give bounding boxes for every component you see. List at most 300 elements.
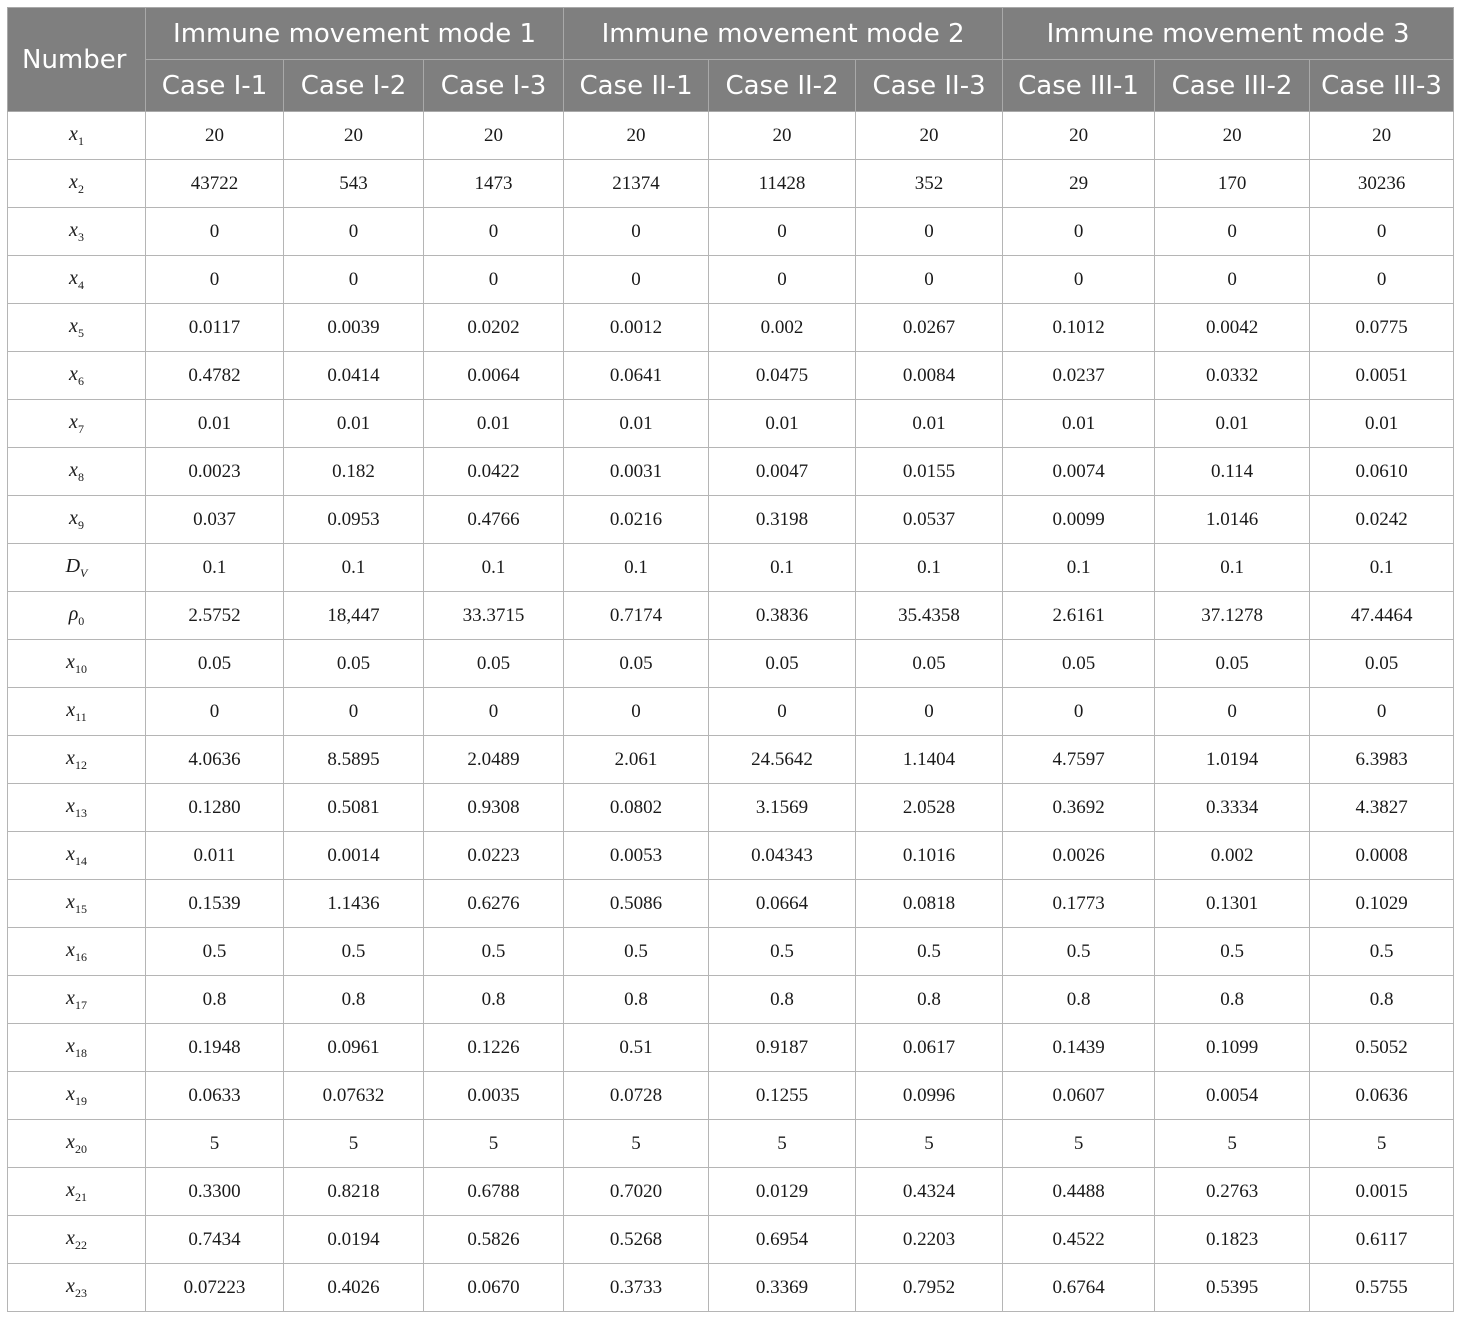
table-row	[8, 304, 1454, 352]
table-row	[8, 448, 1454, 496]
parameter-label	[8, 688, 146, 736]
parameter-label	[8, 448, 146, 496]
table-cell: 0	[709, 208, 856, 256]
table-cell: 0.1823	[1155, 1216, 1310, 1264]
table-cell: 0	[564, 256, 709, 304]
parameter-label	[8, 1168, 146, 1216]
table-cell: 0	[1155, 688, 1310, 736]
table-cell: 0.1226	[424, 1024, 564, 1072]
parameter-subscript: 4	[77, 277, 84, 292]
table-cell: 0.0636	[1310, 1072, 1454, 1120]
table-cell: 21374	[564, 160, 709, 208]
table-cell: 0.05	[856, 640, 1003, 688]
table-cell: 5	[564, 1120, 709, 1168]
case-column-header: Case II-2	[709, 60, 856, 112]
parameter-subscript: 12	[74, 757, 87, 772]
table-cell: 0.0267	[856, 304, 1003, 352]
table-cell: 2.6161	[1003, 592, 1155, 640]
table-cell: 0.1773	[1003, 880, 1155, 928]
table-cell: 47.4464	[1310, 592, 1454, 640]
table-cell: 0.1	[424, 544, 564, 592]
table-cell: 4.0636	[146, 736, 284, 784]
table-cell: 0.1	[709, 544, 856, 592]
table-cell: 0.1439	[1003, 1024, 1155, 1072]
table-cell: 5	[1003, 1120, 1155, 1168]
table-cell: 4.7597	[1003, 736, 1155, 784]
table-cell: 0.5	[564, 928, 709, 976]
table-cell: 0.0051	[1310, 352, 1454, 400]
parameter-subscript: 5	[77, 325, 84, 340]
parameter-symbol: x	[69, 218, 78, 241]
parameter-subscript: 7	[77, 421, 84, 436]
table-cell: 20	[564, 112, 709, 160]
parameter-symbol: x	[66, 1034, 75, 1057]
table-cell: 0	[709, 688, 856, 736]
table-cell: 0.01	[1003, 400, 1155, 448]
parameter-table	[7, 7, 1454, 1312]
parameter-symbol: D	[65, 554, 81, 577]
number-column-header: Number	[8, 8, 146, 112]
table-cell: 0.7020	[564, 1168, 709, 1216]
table-cell: 0.1255	[709, 1072, 856, 1120]
table-cell: 0.1099	[1155, 1024, 1310, 1072]
parameter-symbol: x	[66, 1082, 75, 1105]
table-cell: 543	[284, 160, 424, 208]
parameter-label	[8, 160, 146, 208]
table-cell: 0.7434	[146, 1216, 284, 1264]
parameter-symbol: x	[69, 506, 78, 529]
parameter-label	[8, 1216, 146, 1264]
table-cell: 0.1948	[146, 1024, 284, 1072]
table-cell: 0.05	[709, 640, 856, 688]
table-cell: 0.0422	[424, 448, 564, 496]
table-row	[8, 256, 1454, 304]
table-cell: 0.04343	[709, 832, 856, 880]
table-cell: 0	[856, 208, 1003, 256]
table-cell: 0.5086	[564, 880, 709, 928]
table-cell: 0.8	[1155, 976, 1310, 1024]
table-cell: 18,447	[284, 592, 424, 640]
parameter-subscript: 1	[77, 133, 84, 148]
case-column-header: Case II-1	[564, 60, 709, 112]
parameter-subscript: 21	[74, 1189, 87, 1204]
table-cell: 5	[1155, 1120, 1310, 1168]
parameter-subscript: 14	[74, 853, 87, 868]
mode-group-header: Immune movement mode 3	[1003, 8, 1454, 60]
table-row	[8, 1072, 1454, 1120]
table-cell: 0	[564, 208, 709, 256]
table-cell: 0.037	[146, 496, 284, 544]
table-cell: 35.4358	[856, 592, 1003, 640]
table-cell: 0	[856, 688, 1003, 736]
table-cell: 0.01	[146, 400, 284, 448]
table-cell: 8.5895	[284, 736, 424, 784]
parameter-label	[8, 544, 146, 592]
table-cell: 0.5052	[1310, 1024, 1454, 1072]
parameter-symbol: x	[69, 122, 78, 145]
table-cell: 0.5	[709, 928, 856, 976]
parameter-label	[8, 352, 146, 400]
table-cell: 0.1	[146, 544, 284, 592]
table-cell: 0.0414	[284, 352, 424, 400]
table-cell: 0.0202	[424, 304, 564, 352]
table-cell: 0.0237	[1003, 352, 1155, 400]
table-cell: 29	[1003, 160, 1155, 208]
parameter-symbol: x	[66, 938, 75, 961]
table-cell: 0.05	[146, 640, 284, 688]
parameter-label	[8, 784, 146, 832]
table-cell: 0.182	[284, 448, 424, 496]
table-cell: 20	[146, 112, 284, 160]
table-cell: 1.1436	[284, 880, 424, 928]
table-cell: 5	[424, 1120, 564, 1168]
table-cell: 0.0053	[564, 832, 709, 880]
parameter-symbol: ρ	[68, 602, 79, 625]
table-row	[8, 1216, 1454, 1264]
case-column-header: Case III-1	[1003, 60, 1155, 112]
table-cell: 0.1	[1003, 544, 1155, 592]
table-cell: 0.5	[424, 928, 564, 976]
table-cell: 20	[1155, 112, 1310, 160]
table-cell: 5	[284, 1120, 424, 1168]
table-cell: 352	[856, 160, 1003, 208]
table-cell: 0.8	[564, 976, 709, 1024]
parameter-label	[8, 832, 146, 880]
parameter-symbol: x	[69, 458, 78, 481]
table-cell: 1473	[424, 160, 564, 208]
table-row	[8, 976, 1454, 1024]
table-cell: 0	[1310, 256, 1454, 304]
table-cell: 2.5752	[146, 592, 284, 640]
table-row	[8, 1024, 1454, 1072]
parameter-label	[8, 304, 146, 352]
table-cell: 170	[1155, 160, 1310, 208]
header-case-row	[8, 60, 1454, 112]
table-cell: 0.1539	[146, 880, 284, 928]
table-cell: 0.0953	[284, 496, 424, 544]
table-cell: 0.05	[1310, 640, 1454, 688]
table-row	[8, 928, 1454, 976]
table-row	[8, 352, 1454, 400]
table-cell: 0.8	[146, 976, 284, 1024]
parameter-label	[8, 1120, 146, 1168]
table-cell: 0.0664	[709, 880, 856, 928]
table-cell: 0.1	[856, 544, 1003, 592]
table-cell: 0.2763	[1155, 1168, 1310, 1216]
table-cell: 0.01	[1155, 400, 1310, 448]
parameter-subscript: 19	[74, 1093, 87, 1108]
table-cell: 0.0802	[564, 784, 709, 832]
parameter-symbol: x	[66, 1226, 75, 1249]
parameter-subscript: 13	[74, 805, 87, 820]
table-cell: 0	[284, 256, 424, 304]
parameter-subscript: 8	[77, 469, 84, 484]
table-cell: 0.05	[564, 640, 709, 688]
table-cell: 0	[424, 688, 564, 736]
parameter-subscript: 2	[77, 181, 84, 196]
parameter-symbol: x	[69, 362, 78, 385]
table-cell: 0.6954	[709, 1216, 856, 1264]
table-cell: 0.1016	[856, 832, 1003, 880]
table-cell: 0.05	[1003, 640, 1155, 688]
table-cell: 0.0617	[856, 1024, 1003, 1072]
table-cell: 0.0054	[1155, 1072, 1310, 1120]
table-cell: 0.8	[1310, 976, 1454, 1024]
case-column-header: Case I-2	[284, 60, 424, 112]
parameter-subscript: 20	[74, 1141, 87, 1156]
table-cell: 0.0023	[146, 448, 284, 496]
table-cell: 0.1	[284, 544, 424, 592]
table-cell: 2.0489	[424, 736, 564, 784]
table-cell: 0.07632	[284, 1072, 424, 1120]
table-cell: 0.0042	[1155, 304, 1310, 352]
table-cell: 5	[856, 1120, 1003, 1168]
table-cell: 3.1569	[709, 784, 856, 832]
case-column-header: Case III-3	[1310, 60, 1454, 112]
table-cell: 0	[1003, 208, 1155, 256]
table-cell: 5	[709, 1120, 856, 1168]
table-cell: 0.5755	[1310, 1264, 1454, 1312]
table-cell: 0.011	[146, 832, 284, 880]
parameter-label	[8, 592, 146, 640]
table-cell: 0.3836	[709, 592, 856, 640]
mode-group-header: Immune movement mode 2	[564, 8, 1003, 60]
parameter-subscript: 0	[78, 613, 85, 628]
table-cell: 0.0670	[424, 1264, 564, 1312]
table-cell: 0.51	[564, 1024, 709, 1072]
table-cell: 0	[856, 256, 1003, 304]
table-cell: 0.6764	[1003, 1264, 1155, 1312]
table-cell: 20	[1310, 112, 1454, 160]
table-cell: 0	[284, 688, 424, 736]
parameter-symbol: x	[66, 1178, 75, 1201]
table-cell: 1.0194	[1155, 736, 1310, 784]
table-cell: 0.4488	[1003, 1168, 1155, 1216]
table-cell: 0.3334	[1155, 784, 1310, 832]
table-cell: 0.3300	[146, 1168, 284, 1216]
table-cell: 0.0031	[564, 448, 709, 496]
header-group-row	[8, 8, 1454, 60]
parameter-label	[8, 400, 146, 448]
table-cell: 0.01	[856, 400, 1003, 448]
case-column-header: Case III-2	[1155, 60, 1310, 112]
table-cell: 0.1	[1310, 544, 1454, 592]
table-row	[8, 208, 1454, 256]
table-cell: 0.3198	[709, 496, 856, 544]
table-cell: 4.3827	[1310, 784, 1454, 832]
table-cell: 0.0818	[856, 880, 1003, 928]
table-cell: 0.114	[1155, 448, 1310, 496]
table-cell: 0	[146, 688, 284, 736]
table-cell: 0.0996	[856, 1072, 1003, 1120]
table-cell: 0.0537	[856, 496, 1003, 544]
table-cell: 0.5826	[424, 1216, 564, 1264]
table-cell: 0.002	[1155, 832, 1310, 880]
table-cell: 0.05	[1155, 640, 1310, 688]
table-cell: 0	[424, 208, 564, 256]
parameter-subscript: 22	[74, 1237, 87, 1252]
table-cell: 0.0035	[424, 1072, 564, 1120]
table-row	[8, 544, 1454, 592]
table-cell: 0.6276	[424, 880, 564, 928]
table-row	[8, 736, 1454, 784]
table-cell: 0.4026	[284, 1264, 424, 1312]
table-cell: 0.1	[564, 544, 709, 592]
table-cell: 0.6788	[424, 1168, 564, 1216]
table-cell: 0.01	[1310, 400, 1454, 448]
parameter-symbol: x	[66, 890, 75, 913]
table-row	[8, 496, 1454, 544]
parameter-label	[8, 1264, 146, 1312]
table-row	[8, 400, 1454, 448]
table-cell: 0	[1310, 208, 1454, 256]
table-row	[8, 880, 1454, 928]
table-cell: 33.3715	[424, 592, 564, 640]
table-cell: 0.4324	[856, 1168, 1003, 1216]
table-cell: 0.3369	[709, 1264, 856, 1312]
parameter-label	[8, 640, 146, 688]
table-cell: 0	[146, 256, 284, 304]
table-cell: 0.8	[284, 976, 424, 1024]
table-cell: 0.05	[424, 640, 564, 688]
table-cell: 0.0155	[856, 448, 1003, 496]
table-cell: 0.9187	[709, 1024, 856, 1072]
table-cell: 20	[424, 112, 564, 160]
table-cell: 0.1301	[1155, 880, 1310, 928]
table-cell: 0.5	[1003, 928, 1155, 976]
mode-group-header: Immune movement mode 1	[146, 8, 564, 60]
table-header	[8, 8, 1454, 112]
table-cell: 0.0194	[284, 1216, 424, 1264]
parameter-symbol: x	[66, 698, 76, 721]
table-cell: 0.7952	[856, 1264, 1003, 1312]
parameter-symbol: x	[69, 410, 78, 433]
table-cell: 0	[1003, 256, 1155, 304]
parameter-label	[8, 880, 146, 928]
table-cell: 0.6117	[1310, 1216, 1454, 1264]
parameter-subscript: 18	[74, 1045, 87, 1060]
table-row	[8, 784, 1454, 832]
table-cell: 0.0607	[1003, 1072, 1155, 1120]
parameter-label	[8, 928, 146, 976]
table-cell: 0.0728	[564, 1072, 709, 1120]
table-cell: 0.0633	[146, 1072, 284, 1120]
table-cell: 0	[284, 208, 424, 256]
table-cell: 0.0012	[564, 304, 709, 352]
parameter-subscript: 6	[77, 373, 84, 388]
parameter-symbol: x	[66, 1274, 75, 1297]
table-cell: 0.0610	[1310, 448, 1454, 496]
table-cell: 0.5081	[284, 784, 424, 832]
table-cell: 0.01	[284, 400, 424, 448]
table-cell: 0.8	[856, 976, 1003, 1024]
parameter-label	[8, 1072, 146, 1120]
parameter-symbol: x	[66, 986, 75, 1009]
table-cell: 0.0216	[564, 496, 709, 544]
table-cell: 1.0146	[1155, 496, 1310, 544]
table-cell: 0.4766	[424, 496, 564, 544]
table-cell: 2.0528	[856, 784, 1003, 832]
table-cell: 0.5	[146, 928, 284, 976]
table-cell: 0.5268	[564, 1216, 709, 1264]
parameter-label	[8, 256, 146, 304]
table-cell: 0.1280	[146, 784, 284, 832]
parameter-symbol: x	[69, 170, 78, 193]
parameter-symbol: x	[66, 842, 75, 865]
parameter-label	[8, 1024, 146, 1072]
table-row	[8, 688, 1454, 736]
table-cell: 0.0117	[146, 304, 284, 352]
parameter-subscript: 10	[74, 661, 87, 676]
parameter-symbol: x	[69, 314, 78, 337]
table-cell: 0.07223	[146, 1264, 284, 1312]
table-row	[8, 112, 1454, 160]
table-cell: 0.9308	[424, 784, 564, 832]
parameter-subscript: 11	[75, 709, 87, 724]
table-cell: 0.002	[709, 304, 856, 352]
table-cell: 0.4522	[1003, 1216, 1155, 1264]
parameter-subscript: 16	[74, 949, 87, 964]
table-cell: 0	[709, 256, 856, 304]
table-cell: 0.01	[709, 400, 856, 448]
parameter-subscript: 9	[77, 517, 84, 532]
parameter-symbol: x	[66, 650, 75, 673]
table-cell: 0.8218	[284, 1168, 424, 1216]
parameter-symbol: x	[69, 266, 78, 289]
parameter-symbol: x	[66, 794, 75, 817]
table-cell: 0.0039	[284, 304, 424, 352]
table-cell: 0.0014	[284, 832, 424, 880]
table-cell: 0.0332	[1155, 352, 1310, 400]
case-column-header: Case I-1	[146, 60, 284, 112]
table-cell: 0	[146, 208, 284, 256]
table-cell: 20	[1003, 112, 1155, 160]
table-row	[8, 640, 1454, 688]
table-cell: 0.8	[424, 976, 564, 1024]
table-cell: 20	[856, 112, 1003, 160]
table-row	[8, 1120, 1454, 1168]
parameter-label	[8, 112, 146, 160]
table-cell: 0	[1003, 688, 1155, 736]
table-cell: 0	[564, 688, 709, 736]
table-cell: 0.5	[1310, 928, 1454, 976]
table-cell: 0.0099	[1003, 496, 1155, 544]
table-cell: 0.0775	[1310, 304, 1454, 352]
table-cell: 0.01	[424, 400, 564, 448]
case-column-header: Case I-3	[424, 60, 564, 112]
table-cell: 0.5	[284, 928, 424, 976]
table-row	[8, 1168, 1454, 1216]
table-cell: 0	[1155, 256, 1310, 304]
table-cell: 0.05	[284, 640, 424, 688]
parameter-table-container	[7, 7, 1453, 1312]
parameter-subscript: V	[80, 565, 88, 580]
table-cell: 0.1	[1155, 544, 1310, 592]
parameter-subscript: 15	[74, 901, 87, 916]
table-cell: 0.0475	[709, 352, 856, 400]
table-cell: 0.0129	[709, 1168, 856, 1216]
table-cell: 0.5	[1155, 928, 1310, 976]
table-cell: 0.0084	[856, 352, 1003, 400]
table-cell: 1.1404	[856, 736, 1003, 784]
table-cell: 0.7174	[564, 592, 709, 640]
parameter-label	[8, 496, 146, 544]
table-cell: 37.1278	[1155, 592, 1310, 640]
table-cell: 0.4782	[146, 352, 284, 400]
table-cell: 0.0242	[1310, 496, 1454, 544]
table-cell: 0.3733	[564, 1264, 709, 1312]
table-cell: 11428	[709, 160, 856, 208]
